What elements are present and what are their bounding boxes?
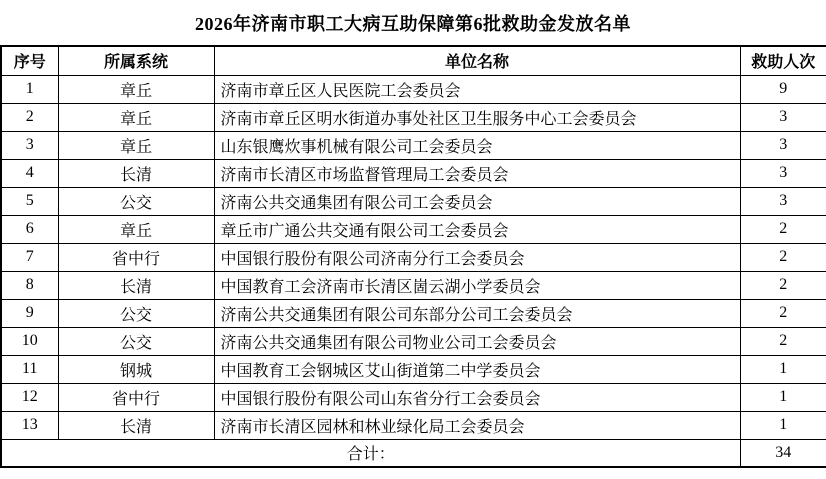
total-row bbox=[1, 439, 826, 467]
cell-index: 6 bbox=[1, 215, 58, 243]
cell-system: 章丘 bbox=[58, 215, 214, 243]
cell-count: 3 bbox=[740, 131, 826, 159]
cell-unit: 济南公共交通集团有限公司工会委员会 bbox=[214, 187, 740, 215]
cell-system: 长清 bbox=[58, 159, 214, 187]
cell-index: 10 bbox=[1, 327, 58, 355]
header-count: 救助人次 bbox=[740, 46, 826, 75]
cell-system: 公交 bbox=[58, 327, 214, 355]
cell-index: 3 bbox=[1, 131, 58, 159]
cell-system: 章丘 bbox=[58, 131, 214, 159]
cell-index: 12 bbox=[1, 383, 58, 411]
cell-count: 2 bbox=[740, 243, 826, 271]
cell-index: 4 bbox=[1, 159, 58, 187]
cell-index: 9 bbox=[1, 299, 58, 327]
table-row bbox=[1, 383, 826, 411]
header-unit: 单位名称 bbox=[214, 46, 740, 75]
cell-count: 1 bbox=[740, 411, 826, 439]
cell-unit: 济南市长清区园林和林业绿化局工会委员会 bbox=[214, 411, 740, 439]
table-row bbox=[1, 271, 826, 299]
cell-system: 长清 bbox=[58, 271, 214, 299]
cell-count: 2 bbox=[740, 215, 826, 243]
cell-count: 3 bbox=[740, 187, 826, 215]
table-row bbox=[1, 327, 826, 355]
cell-unit: 济南市长清区市场监督管理局工会委员会 bbox=[214, 159, 740, 187]
header-system: 所属系统 bbox=[58, 46, 214, 75]
cell-count: 2 bbox=[740, 327, 826, 355]
cell-count: 1 bbox=[740, 383, 826, 411]
header-row bbox=[1, 46, 826, 75]
cell-system: 公交 bbox=[58, 187, 214, 215]
relief-fund-table bbox=[0, 45, 826, 468]
cell-unit: 中国银行股份有限公司山东省分行工会委员会 bbox=[214, 383, 740, 411]
cell-index: 1 bbox=[1, 75, 58, 103]
table-row bbox=[1, 411, 826, 439]
cell-count: 2 bbox=[740, 299, 826, 327]
cell-system: 公交 bbox=[58, 299, 214, 327]
cell-count: 9 bbox=[740, 75, 826, 103]
cell-system: 省中行 bbox=[58, 243, 214, 271]
cell-count: 1 bbox=[740, 355, 826, 383]
total-value: 34 bbox=[740, 439, 826, 467]
cell-count: 3 bbox=[740, 103, 826, 131]
cell-unit: 济南市章丘区明水街道办事处社区卫生服务中心工会委员会 bbox=[214, 103, 740, 131]
table-row bbox=[1, 159, 826, 187]
table-row bbox=[1, 299, 826, 327]
cell-unit: 章丘市广通公共交通有限公司工会委员会 bbox=[214, 215, 740, 243]
cell-index: 11 bbox=[1, 355, 58, 383]
cell-system: 钢城 bbox=[58, 355, 214, 383]
cell-unit: 中国教育工会济南市长清区崮云湖小学委员会 bbox=[214, 271, 740, 299]
table-row bbox=[1, 355, 826, 383]
cell-system: 长清 bbox=[58, 411, 214, 439]
cell-index: 2 bbox=[1, 103, 58, 131]
cell-unit: 济南市章丘区人民医院工会委员会 bbox=[214, 75, 740, 103]
header-index: 序号 bbox=[1, 46, 58, 75]
table-row bbox=[1, 243, 826, 271]
cell-count: 2 bbox=[740, 271, 826, 299]
table-row bbox=[1, 215, 826, 243]
cell-unit: 济南公共交通集团有限公司东部分公司工会委员会 bbox=[214, 299, 740, 327]
page-title: 2026年济南市职工大病互助保障第6批救助金发放名单 bbox=[195, 13, 631, 34]
table-row bbox=[1, 75, 826, 103]
cell-unit: 中国教育工会钢城区艾山街道第二中学委员会 bbox=[214, 355, 740, 383]
cell-index: 8 bbox=[1, 271, 58, 299]
cell-index: 13 bbox=[1, 411, 58, 439]
cell-index: 5 bbox=[1, 187, 58, 215]
cell-unit: 山东银鹰炊事机械有限公司工会委员会 bbox=[214, 131, 740, 159]
cell-unit: 济南公共交通集团有限公司物业公司工会委员会 bbox=[214, 327, 740, 355]
cell-system: 省中行 bbox=[58, 383, 214, 411]
cell-count: 3 bbox=[740, 159, 826, 187]
total-label: 合计： bbox=[1, 439, 740, 467]
cell-system: 章丘 bbox=[58, 103, 214, 131]
cell-system: 章丘 bbox=[58, 75, 214, 103]
table-body bbox=[1, 75, 826, 439]
table-row bbox=[1, 187, 826, 215]
cell-index: 7 bbox=[1, 243, 58, 271]
table-row bbox=[1, 131, 826, 159]
cell-unit: 中国银行股份有限公司济南分行工会委员会 bbox=[214, 243, 740, 271]
table-row bbox=[1, 103, 826, 131]
